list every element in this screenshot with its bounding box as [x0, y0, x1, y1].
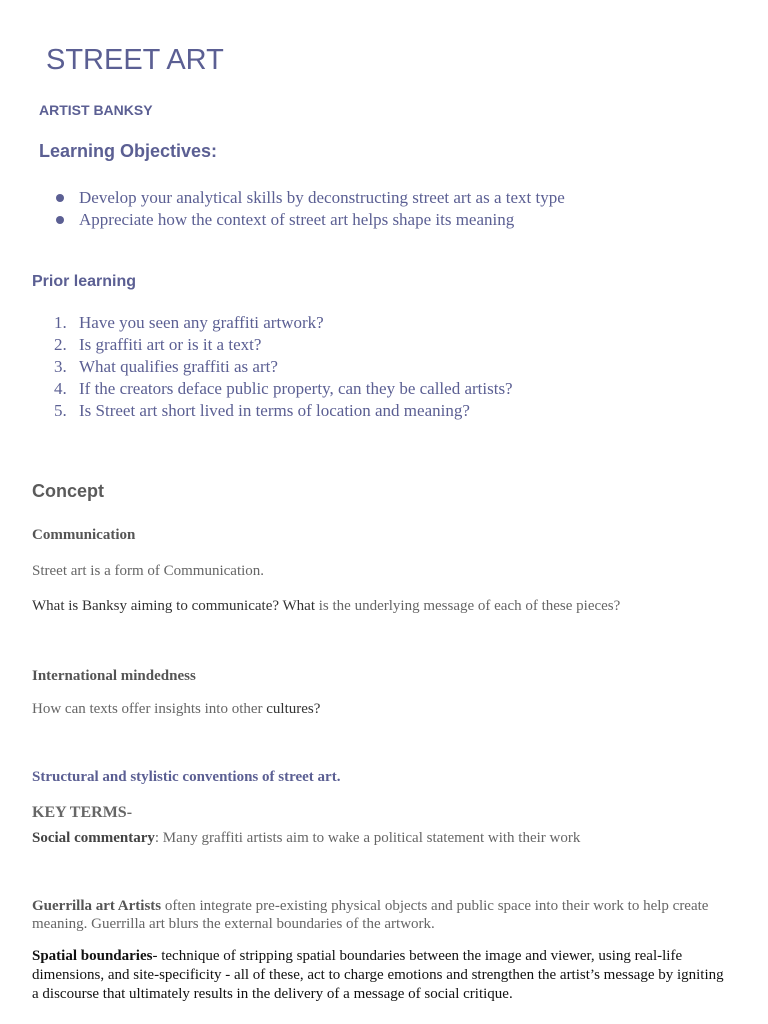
key-terms-heading: KEY TERMS-: [32, 804, 133, 821]
page-title: STREET ART: [46, 44, 224, 76]
term-label: Guerrilla art Artists: [32, 898, 162, 914]
list-item: 5. Is Street art short lived in terms of location and meaning?: [54, 401, 470, 420]
list-item: Develop your analytical skills by deconstructing street art as a text type: [56, 187, 565, 209]
learning-objectives-heading: Learning Objectives:: [39, 141, 218, 161]
prior-learning-heading: Prior learning: [32, 273, 137, 290]
communication-paragraph: Street art is a form of Communication.: [32, 563, 265, 579]
list-item: 2. Is graffiti art or is it a text?: [54, 335, 262, 354]
term-label: Social commentary: [32, 830, 155, 846]
list-item: 4. If the creators deface public property, can they be called artists?: [54, 379, 513, 398]
guerrilla-art-definition: Guerrilla art Artists often integrate pre-existing physical objects and public space into their work to help create meaning. Guerrilla art blurs the external boundaries of the artwork.: [32, 898, 709, 932]
artist-subtitle: ARTIST BANKSY: [39, 102, 153, 118]
international-mindedness-heading: International mindedness: [32, 668, 196, 684]
international-mindedness-question: How can texts offer insights into other cultures?: [32, 701, 321, 717]
communication-heading: Communication: [32, 527, 136, 543]
concept-heading: Concept: [32, 481, 104, 501]
list-item: Appreciate how the context of street art helps shape its meaning: [56, 209, 565, 231]
social-commentary-definition: Social commentary: Many graffiti artists aim to wake a political statement with their work: [32, 830, 581, 846]
structural-conventions-heading: Structural and stylistic conventions of street art.: [32, 769, 341, 785]
bullet-icon: [56, 216, 64, 224]
communication-question: What is Banksy aiming to communicate? What is the underlying message of each of these pieces?: [32, 598, 621, 614]
list-item: 3. What qualifies graffiti as art?: [54, 357, 278, 376]
learning-objectives-list: [56, 187, 565, 231]
bullet-icon: [56, 194, 64, 202]
spatial-boundaries-definition: Spatial boundaries- technique of stripping spatial boundaries between the image and viewer, using real-life dimensions, and site-specificity - all of these, act to charge emotions and strengthen the artist’s message by igniting a discourse that ultimately results in the delivery of a message of social critique.: [32, 948, 724, 1002]
prior-learning-list: [54, 312, 513, 422]
list-item: 1. Have you seen any graffiti artwork?: [54, 313, 324, 332]
term-label: Spatial boundaries: [32, 948, 153, 964]
